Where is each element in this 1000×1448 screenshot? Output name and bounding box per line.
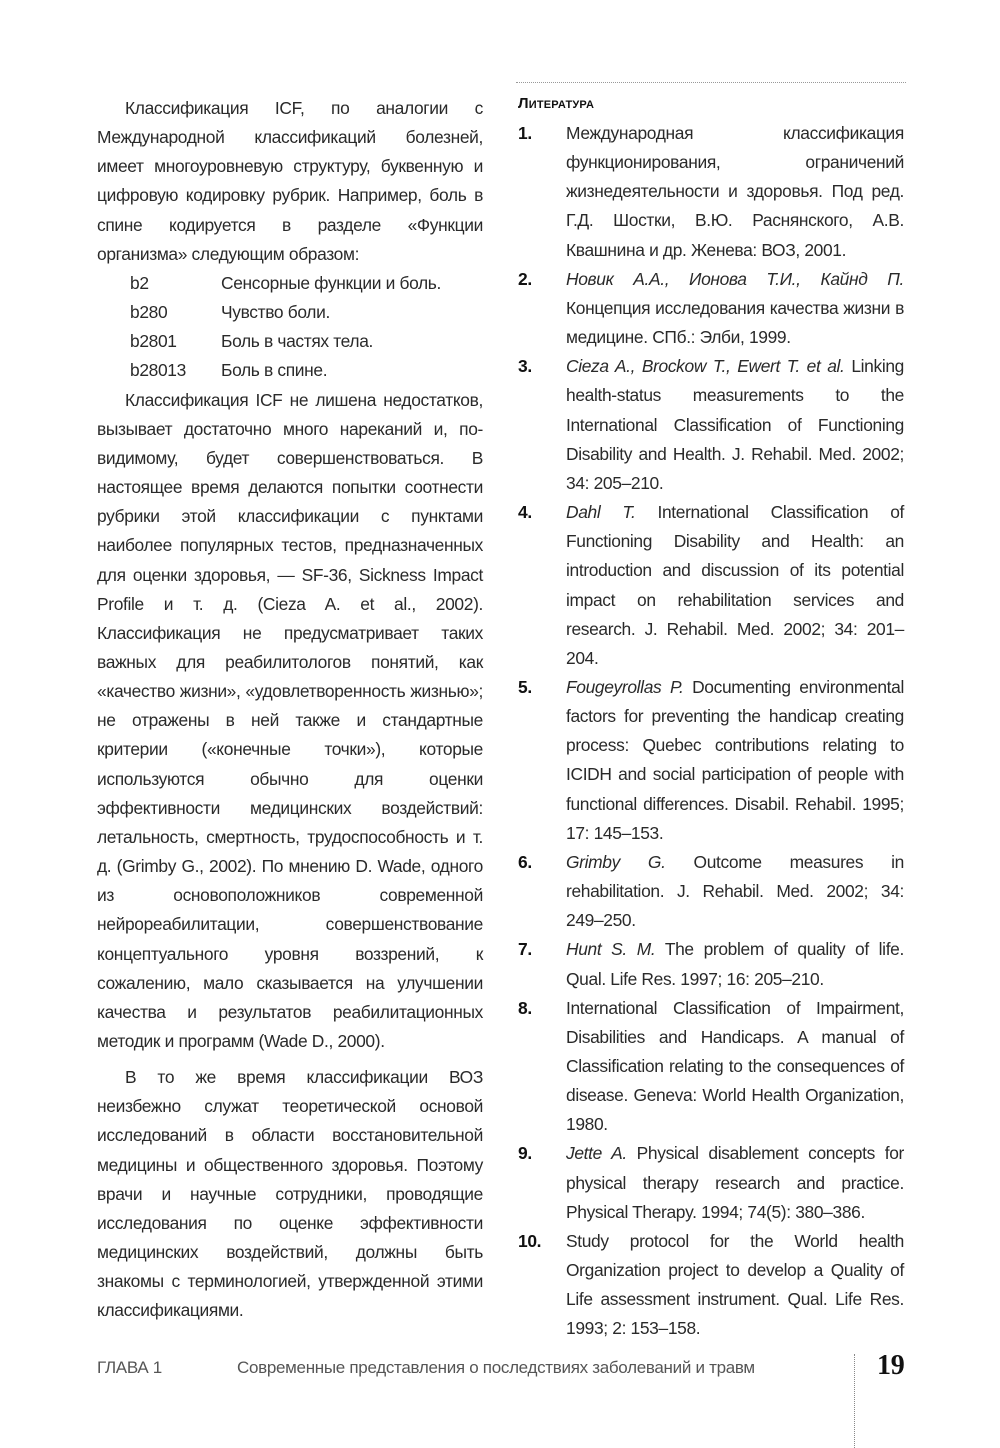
code: b280 — [130, 302, 168, 323]
page-number: 19 — [877, 1350, 905, 1381]
reference-body: Physical disablement concepts for physical therapy research and practice. Physical Therapy. 1994; 74(5): 380–386. — [566, 1143, 904, 1222]
reference-body: Outcome measures in rehabilitation. J. Rehabil. Med. 2002; 34: 249–250. — [566, 851, 904, 931]
reference-text — [566, 1139, 904, 1226]
reference-number: 4. — [518, 502, 532, 523]
reference-item — [518, 994, 904, 1140]
reference-number: 9. — [518, 1143, 532, 1164]
code-label: Сенсорные функции и боль. — [221, 272, 442, 293]
paragraph: В то же время классификации ВОЗ неизбежно служат теоретической основой исследований в области восстановительной медицины и общественного здоровья. Поэтому врачи и научные сотрудники, проводящие исследования по оценке эффективности медицинских воздействий, должны быть знакомы с терминологией, утвержденной этими классификациями. — [97, 1067, 483, 1321]
page-footer — [97, 1350, 907, 1384]
code-row — [97, 298, 483, 327]
reference-body: International Classification of Functioning Disability and Health: an introduction and discussion of its potential impact on rehabilitation services and research. J. Rehabil. Med. 2002; 34: 201–204. — [566, 502, 904, 668]
reference-number: 6. — [518, 851, 532, 872]
reference-item — [518, 498, 904, 673]
chapter-title: Современные представления о последствиях заболеваний и травм — [237, 1358, 755, 1377]
reference-text — [566, 673, 904, 848]
main-text-column — [97, 94, 483, 1326]
reference-text — [566, 352, 904, 498]
reference-author: Jette A. — [566, 1143, 627, 1164]
reference-item — [518, 935, 904, 993]
reference-author: Grimby G. — [566, 851, 666, 872]
paragraph: Классификация ICF, по аналогии с Международной классификаций болезней, имеет многоуровневую структуру, буквенную и цифровую кодировку рубрик. Например, боль в спине кодируется в разделе «Функции организма» следующим образом: — [97, 98, 483, 264]
reference-item — [518, 265, 904, 352]
reference-text — [566, 1227, 904, 1344]
references-heading: Литература — [518, 95, 595, 112]
reference-author: Fougeyrollas P. — [566, 676, 684, 697]
code-label: Боль в частях тела. — [221, 331, 374, 352]
reference-body: International Classification of Impairment, Disabilities and Handicaps. A manual of Classification relating to the consequences of disease. Geneva: World Health Organization, 1980. — [566, 997, 904, 1135]
reference-number: 8. — [518, 997, 532, 1018]
reference-body: The problem of quality of life. Qual. Life Res. 1997; 16: 205–210. — [566, 939, 904, 989]
reference-item — [518, 119, 904, 265]
reference-text — [566, 848, 904, 935]
reference-text — [566, 119, 904, 265]
reference-number: 10. — [518, 1230, 542, 1251]
reference-body: Linking health-status measurements to the International Classification of Functioning Disability and Health. J. Rehabil. Med. 2002; 34: 205–210. — [566, 356, 904, 493]
code-label: Чувство боли. — [221, 302, 330, 323]
code: b2 — [130, 272, 149, 293]
reference-item — [518, 673, 904, 848]
chapter-label: ГЛАВА 1 — [97, 1358, 162, 1377]
dotted-divider — [516, 82, 906, 83]
code-row — [97, 327, 483, 356]
reference-author: Cieza A., Brockow T., Ewert T. et al. — [566, 356, 845, 377]
reference-number: 1. — [518, 123, 532, 143]
reference-item — [518, 1227, 904, 1344]
reference-number: 5. — [518, 676, 532, 697]
reference-body: Международная классификация функционирования, ограничений жизнедеятельности и здоровья. Под ред. Г.Д. Шостки, В.Ю. Раснянского, А.В. Квашнина и др. Женева: ВОЗ, 2001. — [566, 123, 904, 260]
reference-author: Hunt S. M. — [566, 939, 656, 960]
paragraph: Классификация ICF не лишена недостатков, вызывает достаточно много нареканий и, по-видимому, будет совершенствоваться. В настоящее время делаются попытки соотнести рубрики этой классификации с пунктами наиболее популярных тестов, предназначенных для оценки здоровья, — SF-36, Sickness Impact Profile и т. д. (Cieza A. et al., 2002). Классификация не предусматривает таких важных для реабилитологов понятий, как «качество жизни», «удовлетворенность жизнью»; не отражены в ней также и стандартные критерии («конечные точки»), которые используются обычно для оценки эффективности медицинских воздействий: летальность, смертность, трудоспособность и т. д. (Grimby G., 2002). По мнению D. Wade, одного из основоположников современной нейрореабилитации, совершенствование концептуального уровня воззрений, к сожалению, мало сказывается на улучшении качества и результатов реабилитационных методик и программ (Wade D., 2000). — [97, 389, 483, 1051]
reference-number: 2. — [518, 268, 532, 289]
reference-number: 7. — [518, 939, 532, 960]
reference-text — [566, 265, 904, 352]
code-row — [97, 269, 483, 298]
code: b28013 — [130, 360, 186, 381]
reference-item — [518, 1139, 904, 1226]
reference-body: Концепция исследования качества жизни в медицине. СПб.: Элби, 1999. — [566, 297, 904, 348]
reference-text — [566, 935, 904, 993]
footer-divider — [854, 1354, 855, 1448]
reference-author: Dahl T. — [566, 502, 636, 523]
reference-item — [518, 848, 904, 935]
reference-author: Новик А.А., Ионова Т.И., Кайнд П. — [566, 268, 904, 289]
reference-item — [518, 352, 904, 498]
reference-number: 3. — [518, 356, 532, 377]
reference-body: Documenting environmental factors for preventing the handicap creating process: Quebec contributions relating to ICIDH and social participation of people with functional differences. Disabil. Rehabil. 1995; 17: 145–153. — [566, 676, 904, 843]
code-row — [97, 356, 483, 385]
reference-text — [566, 498, 904, 673]
code-label: Боль в спине. — [221, 360, 328, 381]
code: b2801 — [130, 331, 177, 352]
references-column — [518, 94, 904, 1344]
code-list — [97, 269, 483, 386]
reference-body: Study protocol for the World health Organization project to develop a Quality of Life assessment instrument. Qual. Life Res. 1993; 2: 153–158. — [566, 1230, 904, 1339]
reference-text — [566, 994, 904, 1140]
